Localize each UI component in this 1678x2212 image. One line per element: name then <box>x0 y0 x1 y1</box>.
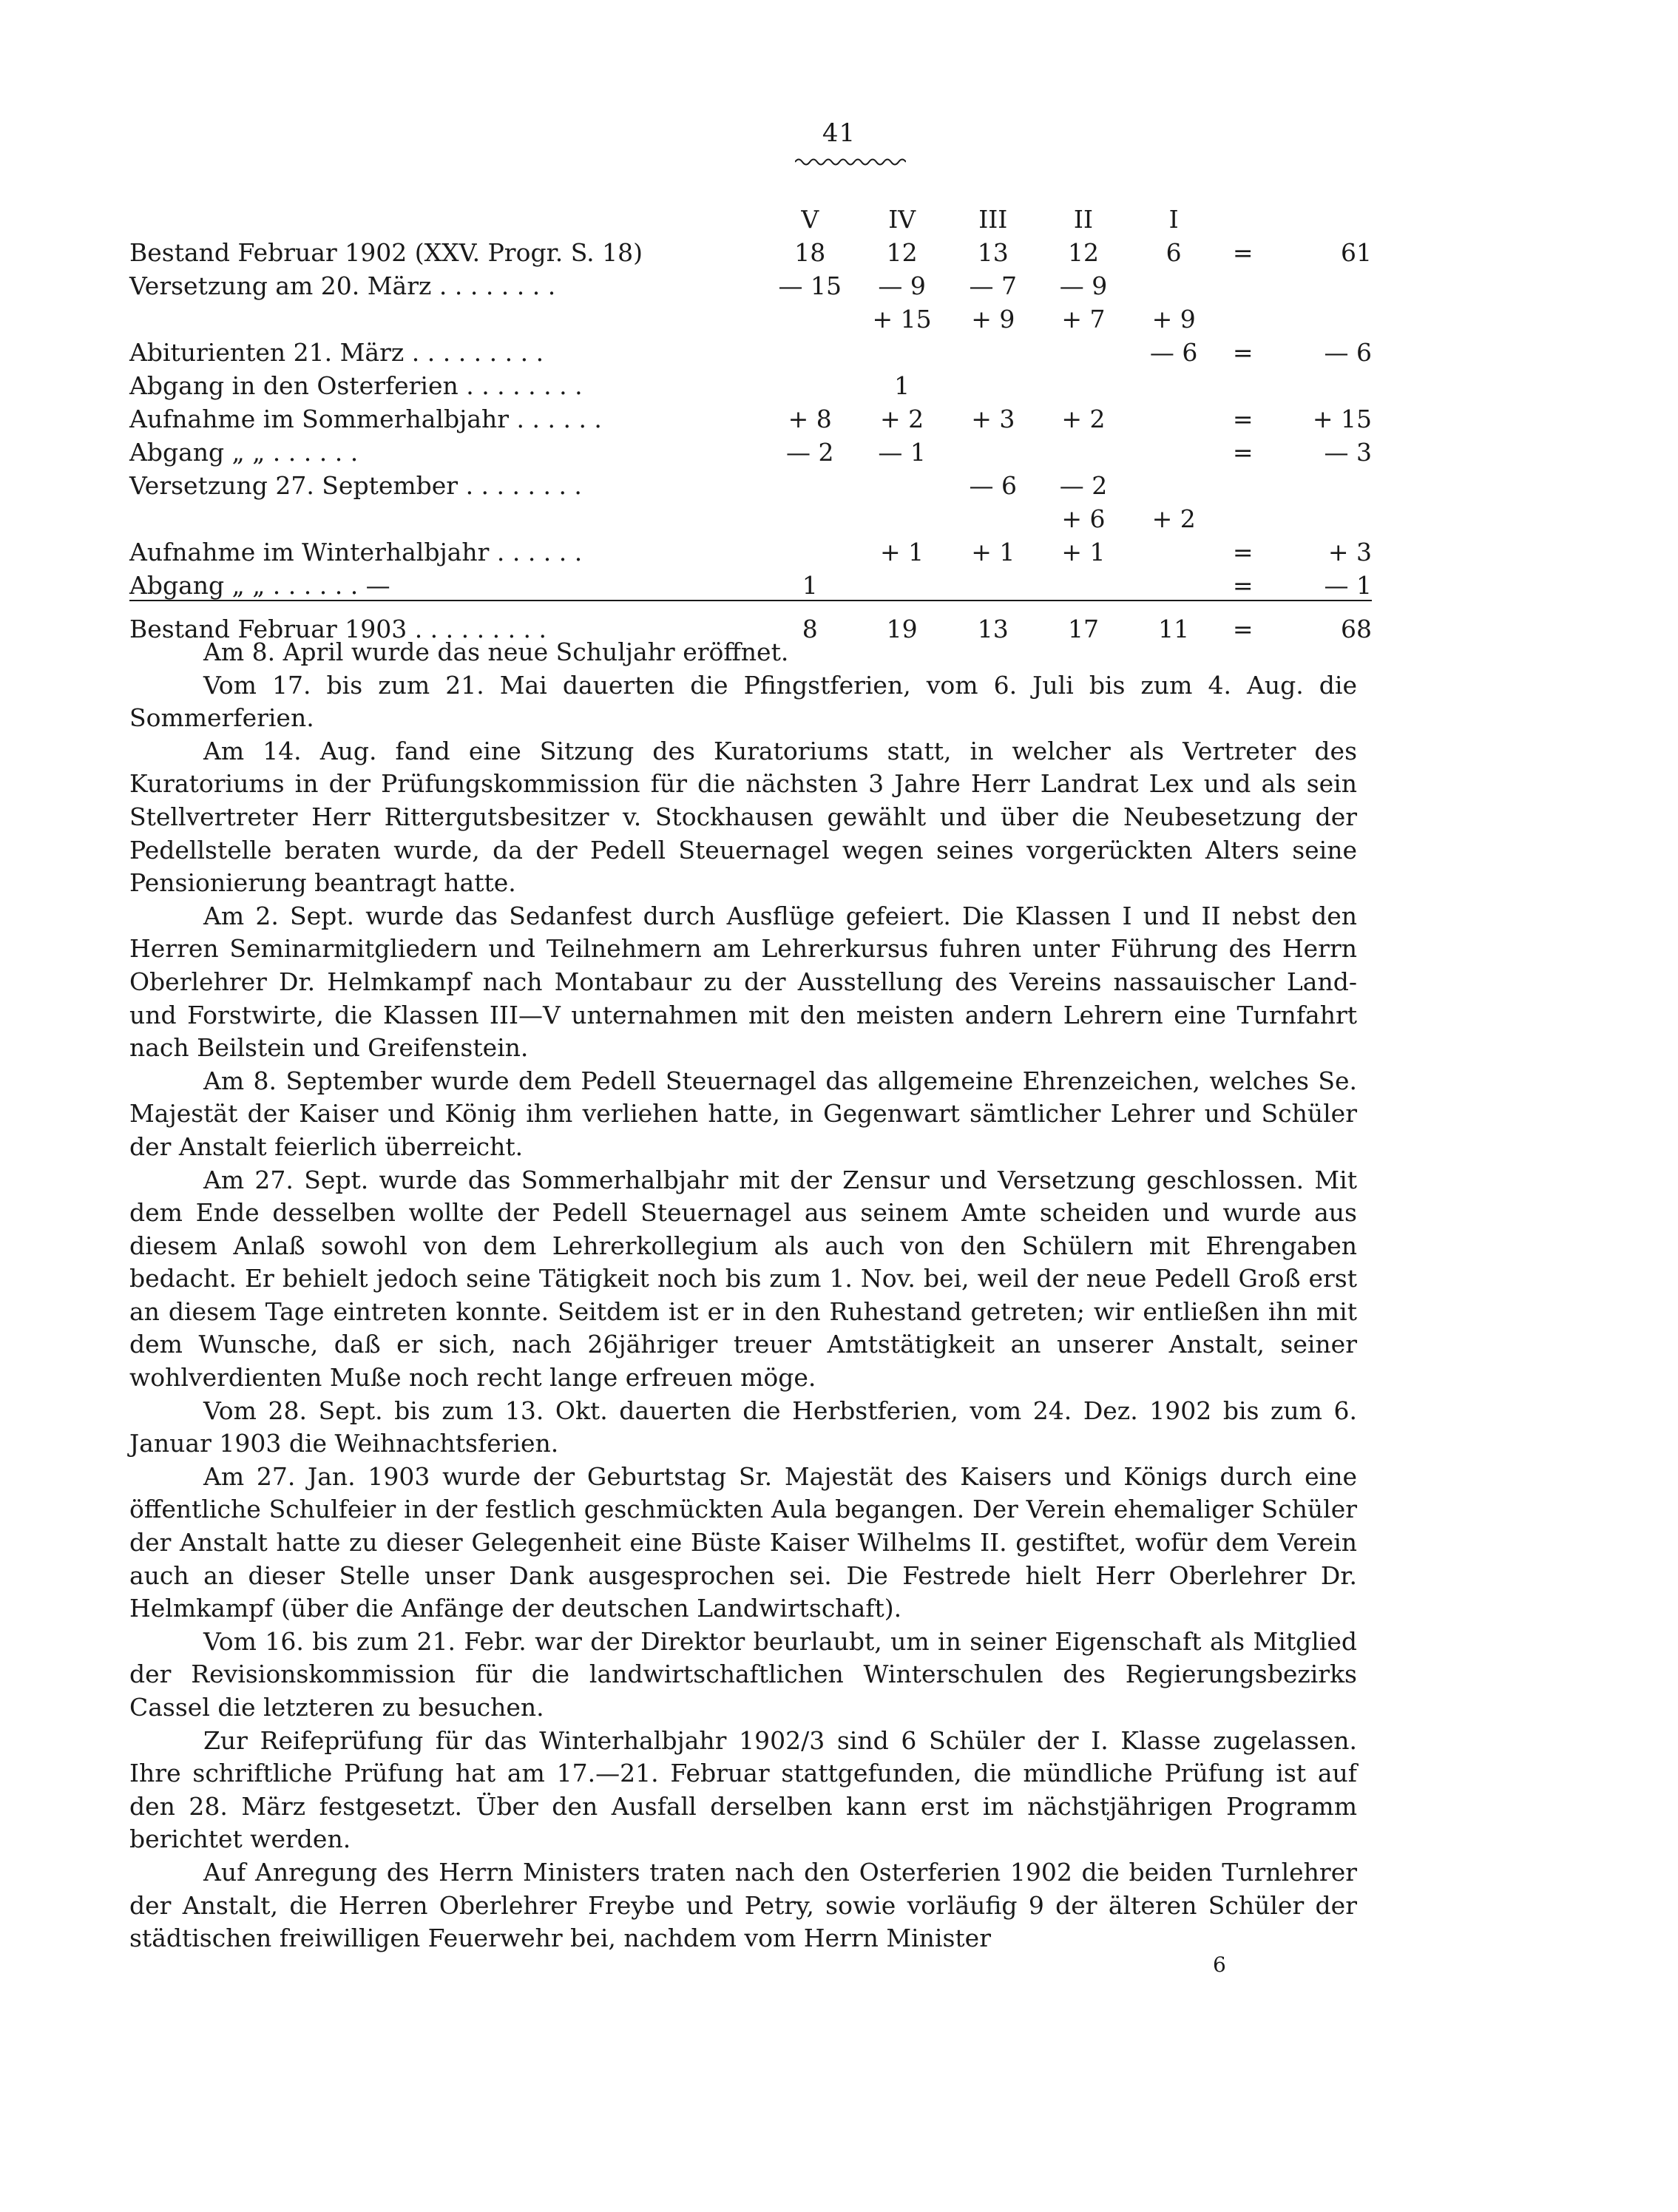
cell-ii: — 9 <box>1059 271 1108 300</box>
cell-total: — 3 <box>1324 438 1372 467</box>
cell-ii: + 2 <box>1061 405 1106 433</box>
table-row <box>129 500 1372 533</box>
cell-ii: + 6 <box>1061 504 1106 533</box>
cell-iv: + 15 <box>872 305 932 334</box>
cell-ii: 17 <box>1038 601 1129 643</box>
row-label: Aufnahme im Sommerhalbjahr . . . . . . <box>129 405 602 433</box>
paragraph: Am 27. Jan. 1903 wurde der Geburtstag Sr. Majestät des Kaisers und Königs durch eine öffentliche Schulfeier in der festlich geschmückten Aula begangen. Der Verein ehemaliger Schüler der Anstalt hatte zu dieser Gelegenheit eine Büste Kaiser Wilhelms II. gestiftet, wofür dem Verein auch an dieser Stelle unser Dank ausgesprochen sei. Die Festrede hielt Herr Oberlehrer Dr. Helmkampf (über die Anfänge der deutschen Landwirtschaft). <box>129 1461 1357 1623</box>
column-header-iv: IV <box>888 205 916 234</box>
row-label: Abgang „ „ . . . . . . <box>129 438 359 467</box>
cell-equals <box>1219 467 1267 500</box>
cell-total <box>1267 367 1372 400</box>
cell-iii <box>948 367 1038 400</box>
cell-iv: — 9 <box>878 271 926 300</box>
column-header-ii: II <box>1073 205 1093 234</box>
cell-ii <box>1038 566 1129 601</box>
body-text <box>129 636 1357 1955</box>
cell-ii: + 7 <box>1061 305 1106 334</box>
paragraph: Am 27. Sept. wurde das Sommerhalbjahr mit der Zensur und Versetzung geschlossen. Mit dem Ende desselben wollte der Pedell Steuernagel aus seinem Amte scheiden und wurde aus diesem Anlaß sowohl von dem Lehrerkollegium als auch von den Schülern mit Ehrengaben bedacht. Er behielt jedoch seine Tätigkeit noch bis zum 1. Nov. bei, weil der neue Pedell Groß erst an diesem Tage eintreten konnte. Seitdem ist er in den Ruhestand getreten; wir entließen ihn mit dem Wunsche, daß er sich, nach 26jähriger treuer Amtstätigkeit an unserer Anstalt, seiner wohlverdienten Muße noch recht lange erfreuen möge. <box>129 1165 1357 1393</box>
table-row <box>129 300 1372 334</box>
table-row <box>129 400 1372 433</box>
paragraph: Vom 28. Sept. bis zum 13. Okt. dauerten die Herbstferien, vom 24. Dez. 1902 bis zum 6. Januar 1903 die Weihnachtsferien. <box>129 1396 1357 1458</box>
cell-total: 68 <box>1267 601 1372 643</box>
cell-i <box>1129 267 1219 300</box>
paragraph: Vom 17. bis zum 21. Mai dauerten die Pfingstferien, vom 6. Juli bis zum 4. Aug. die Sommerferien. <box>129 670 1357 733</box>
cell-v: + 8 <box>788 405 832 433</box>
cell-equals: = <box>1232 538 1254 566</box>
row-label: Aufnahme im Winterhalbjahr . . . . . . <box>129 538 583 566</box>
cell-equals: = <box>1232 438 1254 467</box>
table-row <box>129 467 1372 500</box>
paragraph: Vom 16. bis zum 21. Febr. war der Direktor beurlaubt, um in seiner Eigenschaft als Mitglied der Revisionskommission für die landwirtschaftlichen Winterschulen des Regierungsbezirks Cassel die letzteren zu besuchen. <box>129 1626 1357 1722</box>
cell-ii <box>1038 334 1129 367</box>
wavy-ornament-icon <box>795 157 906 167</box>
cell-v <box>764 300 856 334</box>
cell-iv <box>856 566 948 601</box>
cell-i <box>1129 367 1219 400</box>
cell-i <box>1129 400 1219 433</box>
cell-iii <box>948 500 1038 533</box>
cell-iii: + 1 <box>971 538 1015 566</box>
cell-v: 18 <box>794 238 826 267</box>
cell-iv: 19 <box>856 601 948 643</box>
cell-equals <box>1219 267 1267 300</box>
cell-total <box>1267 500 1372 533</box>
cell-equals <box>1219 367 1267 400</box>
cell-v <box>764 500 856 533</box>
cell-i: + 2 <box>1151 504 1196 533</box>
cell-iv: + 2 <box>880 405 924 433</box>
cell-iv: 1 <box>894 371 910 400</box>
table-row <box>129 334 1372 367</box>
row-label <box>129 300 764 334</box>
cell-v: 1 <box>802 571 818 600</box>
table-row <box>129 433 1372 467</box>
row-label: Bestand Februar 1903 . . . . . . . . . <box>129 601 764 643</box>
cell-v: — 15 <box>778 271 842 300</box>
cell-v: 8 <box>764 601 856 643</box>
cell-iv <box>856 334 948 367</box>
cell-i <box>1129 467 1219 500</box>
row-label: Versetzung 27. September . . . . . . . . <box>129 471 582 500</box>
paragraph: Auf Anregung des Herrn Ministers traten nach den Osterferien 1902 die beiden Turnlehrer der Anstalt, die Herren Oberlehrer Freybe und Petry, sowie vorläufig 9 der älteren Schüler der städtischen freiwilligen Feuerwehr bei, nachdem vom Herrn Minister <box>129 1857 1357 1953</box>
cell-ii: 12 <box>1067 238 1099 267</box>
paragraph: Am 8. September wurde dem Pedell Steuernagel das allgemeine Ehrenzeichen, welches Se. Majestät der Kaiser und König ihm verliehen hatte, in Gegenwart sämtlicher Lehrer und Schüler der Anstalt feierlich überreicht. <box>129 1066 1357 1161</box>
page-number: 41 <box>822 118 856 148</box>
column-header-i: I <box>1168 205 1179 234</box>
cell-v <box>764 467 856 500</box>
cell-iv <box>856 467 948 500</box>
paragraph: Zur Reifeprüfung für das Winterhalbjahr 1902/3 sind 6 Schüler der I. Klasse zugelassen. Ihre schriftliche Prüfung hat am 17.—21. Februar stattgefunden, die mündliche Prüfung ist auf den 28. März festgesetzt. Über den Ausfall derselben kann erst im nächstjährigen Programm berichtet werden. <box>129 1725 1357 1854</box>
row-label: Abiturienten 21. März . . . . . . . . . <box>129 338 544 367</box>
cell-total: — 6 <box>1324 338 1372 367</box>
table-row <box>129 566 1372 601</box>
cell-equals: = <box>1219 601 1267 643</box>
cell-iii: 13 <box>948 601 1038 643</box>
cell-equals: = <box>1232 571 1254 600</box>
cell-v <box>764 533 856 566</box>
cell-v <box>764 334 856 367</box>
cell-i <box>1129 566 1219 601</box>
signature-mark: 6 <box>1213 1952 1226 1977</box>
cell-total: 61 <box>1341 238 1372 267</box>
cell-ii: + 1 <box>1061 538 1106 566</box>
cell-i <box>1129 533 1219 566</box>
cell-iv: — 1 <box>878 438 926 467</box>
cell-total <box>1267 467 1372 500</box>
cell-iv <box>856 500 948 533</box>
enrollment-statistics-table <box>129 200 1372 643</box>
cell-total: — 1 <box>1324 571 1372 600</box>
cell-i: + 9 <box>1151 305 1196 334</box>
cell-equals: = <box>1232 238 1254 267</box>
cell-iii: — 7 <box>969 271 1017 300</box>
cell-v: — 2 <box>785 438 834 467</box>
row-label <box>129 500 764 533</box>
cell-ii <box>1038 433 1129 467</box>
paragraph: Am 8. April wurde das neue Schuljahr eröffnet. <box>203 637 789 666</box>
cell-iii: 13 <box>977 238 1009 267</box>
cell-ii <box>1038 367 1129 400</box>
column-header-iii: III <box>978 205 1008 234</box>
paragraph: Am 2. Sept. wurde das Sedanfest durch Ausflüge gefeiert. Die Klassen I und II nebst den Herren Seminarmitgliedern und Teilnehmern am Lehrerkursus fuhren unter Führung des Herrn Oberlehrer Dr. Helmkampf nach Montabaur zu der Ausstellung des Vereins nassauischer Land- und Forstwirte, die Klassen III—V unternahmen mit den meisten andern Lehrern eine Turnfahrt nach Beilstein und Greifenstein. <box>129 901 1357 1063</box>
cell-equals: = <box>1232 338 1254 367</box>
cell-i <box>1129 433 1219 467</box>
cell-equals <box>1219 500 1267 533</box>
cell-equals <box>1219 300 1267 334</box>
cell-iii: + 9 <box>971 305 1015 334</box>
cell-equals: = <box>1232 405 1254 433</box>
cell-total: + 3 <box>1327 538 1372 566</box>
cell-total <box>1267 267 1372 300</box>
cell-iii <box>948 566 1038 601</box>
row-label: Abgang in den Osterferien . . . . . . . . <box>129 371 583 400</box>
cell-i: — 6 <box>1149 338 1198 367</box>
table-row <box>129 267 1372 300</box>
cell-iv: + 1 <box>880 538 924 566</box>
cell-iii <box>948 334 1038 367</box>
cell-iii: — 6 <box>969 471 1017 500</box>
cell-ii: — 2 <box>1059 471 1108 500</box>
cell-total <box>1267 300 1372 334</box>
cell-iv: 12 <box>886 238 918 267</box>
table-header-row <box>129 200 1372 234</box>
row-label: Versetzung am 20. März . . . . . . . . <box>129 271 556 300</box>
table-row <box>129 533 1372 566</box>
cell-total: + 15 <box>1312 405 1372 433</box>
row-label: Abgang „ „ . . . . . . — <box>129 571 390 600</box>
cell-i: 6 <box>1166 238 1182 267</box>
table-row <box>129 367 1372 400</box>
paragraph: Am 14. Aug. fand eine Sitzung des Kuratoriums statt, in welcher als Vertreter des Kuratoriums in der Prüfungskommission für die nächsten 3 Jahre Herr Landrat Lex und als sein Stellvertreter Herr Rittergutsbesitzer v. Stockhausen gewählt und über die Neubesetzung der Pedellstelle beraten wurde, da der Pedell Steuernagel wegen seines vorgerückten Alters seine Pensionierung beantragt hatte. <box>129 736 1357 898</box>
cell-v <box>764 367 856 400</box>
column-header-v: V <box>801 205 819 234</box>
cell-iii: + 3 <box>971 405 1015 433</box>
row-label: Bestand Februar 1902 (XXV. Progr. S. 18) <box>129 238 643 267</box>
cell-i: 11 <box>1129 601 1219 643</box>
cell-iii <box>948 433 1038 467</box>
table-row <box>129 234 1372 267</box>
